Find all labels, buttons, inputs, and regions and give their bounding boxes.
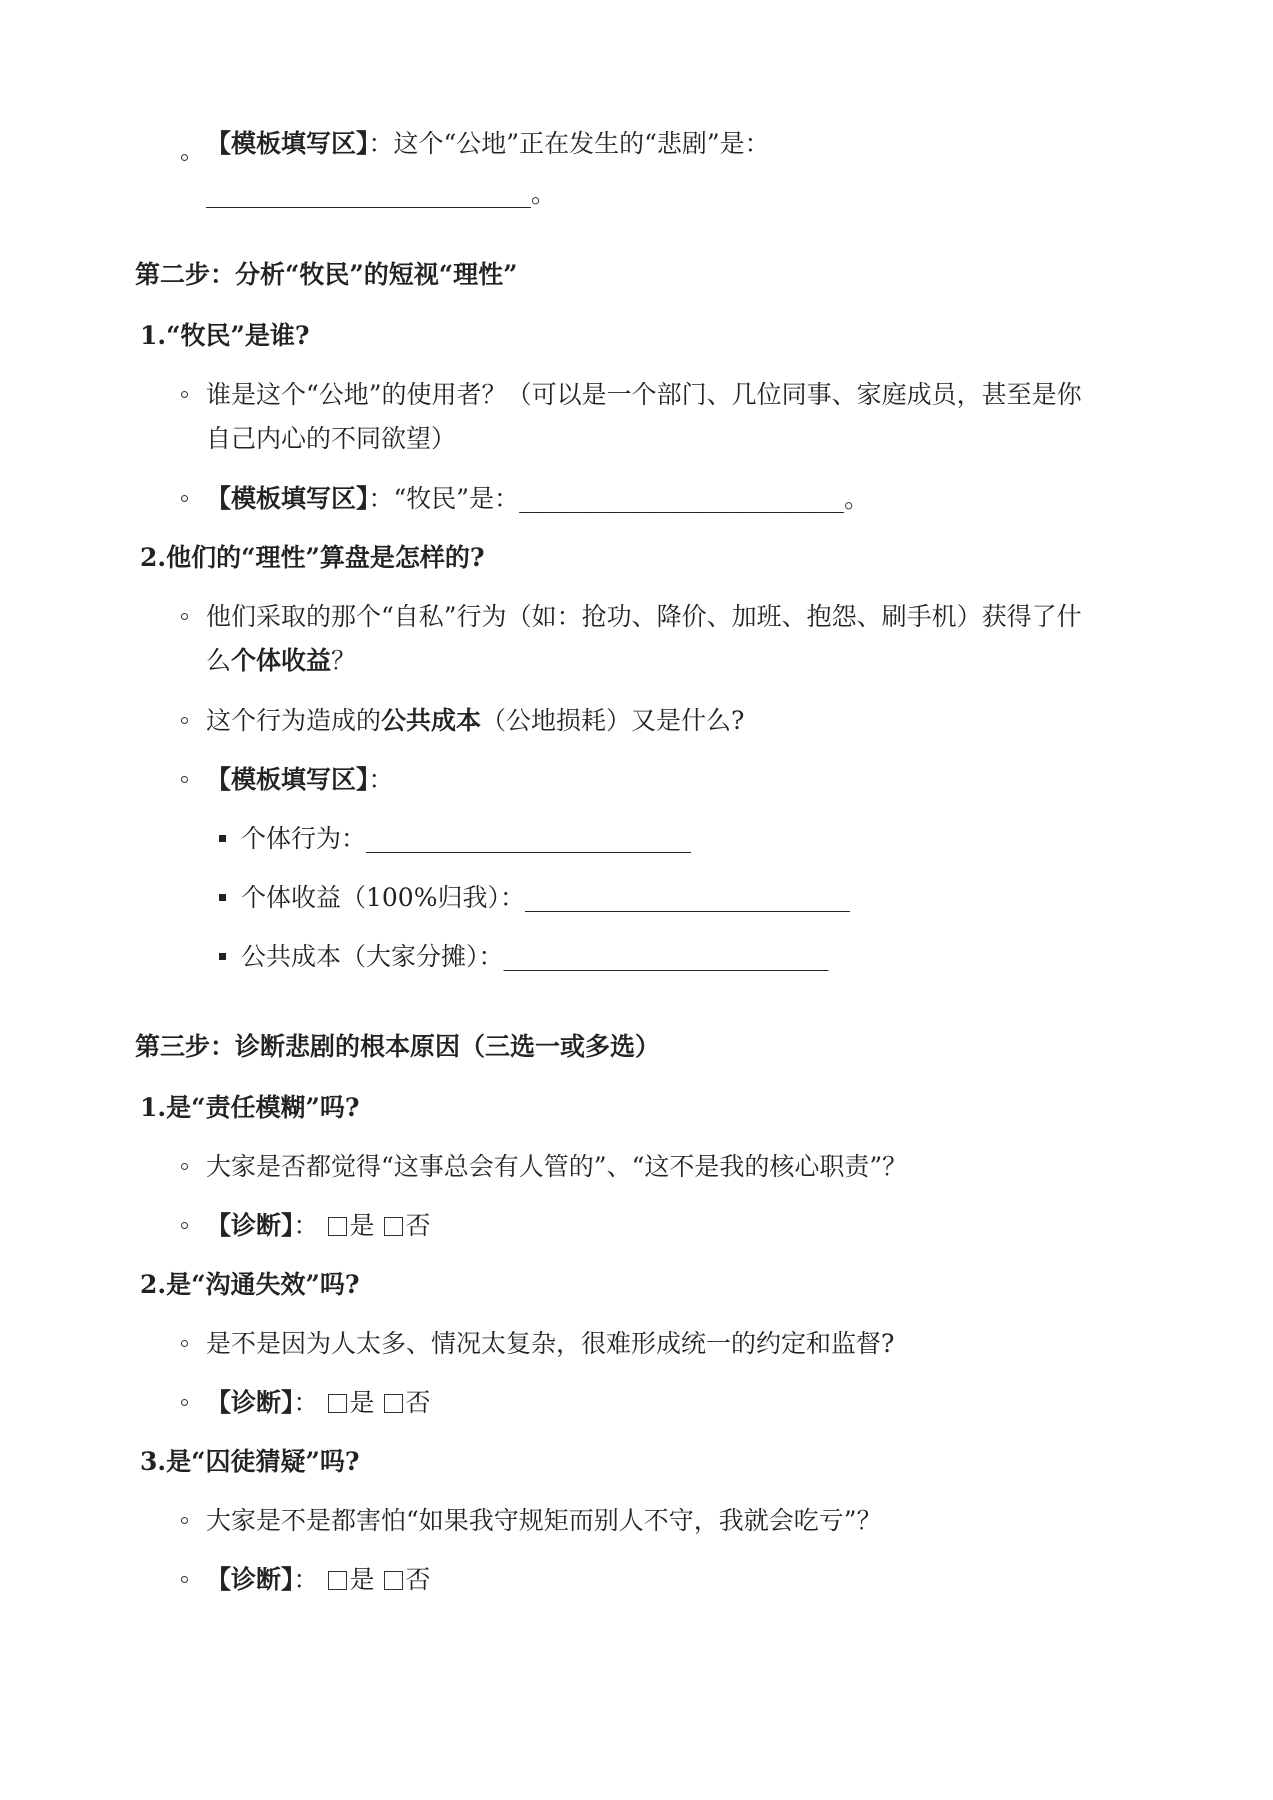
fill-text: ：这个“公地”正在发生的“悲剧”是：	[368, 129, 770, 158]
diagnosis-colon: ：	[293, 1211, 319, 1240]
step3-q1-title	[140, 1090, 360, 1126]
checkbox-no[interactable]	[384, 1217, 403, 1236]
text-bold: 个体收益	[231, 646, 332, 675]
fill-text: ：	[368, 765, 394, 794]
circle-bullet-icon	[181, 1399, 188, 1406]
checkbox-yes[interactable]	[328, 1571, 347, 1590]
option-yes-label: 是	[349, 1565, 375, 1594]
checkbox-yes[interactable]	[328, 1217, 347, 1236]
circle-bullet-icon	[181, 154, 188, 161]
q-title: “牧民”是谁?	[166, 321, 310, 350]
step2-q2-bullet1-line2	[206, 643, 356, 679]
step2-q1-bullet1-line2: 自己内心的不同欲望）	[206, 424, 457, 453]
step1-fill-line	[206, 126, 770, 162]
option-no-label: 否	[405, 1211, 431, 1240]
step2-q1-title	[140, 318, 310, 354]
q-title: 是“沟通失效”吗?	[166, 1270, 360, 1299]
text-suffix: ？	[331, 646, 357, 675]
fill-label: 【模板填写区】	[206, 129, 369, 158]
step2-q1-fill	[206, 481, 869, 517]
circle-bullet-icon	[181, 391, 188, 398]
circle-bullet-icon	[181, 1576, 188, 1583]
option-no-label: 否	[405, 1565, 431, 1594]
text-bold: 公共成本	[381, 706, 482, 735]
checkbox-no[interactable]	[384, 1571, 403, 1590]
text-suffix: （公地损耗）又是什么?	[481, 706, 745, 735]
step2-q2-bullet2	[206, 703, 744, 739]
step3-q3-title	[140, 1444, 360, 1480]
diagnosis-colon: ：	[293, 1565, 319, 1594]
checkbox-yes[interactable]	[328, 1394, 347, 1413]
diagnosis-colon: ：	[293, 1388, 319, 1417]
diagnosis-label: 【诊断】	[206, 1565, 294, 1594]
step2-heading: 第二步：分析“牧民”的短视“理性”	[135, 260, 518, 289]
option-no-label: 否	[405, 1388, 431, 1417]
fill-label: 【模板填写区】	[206, 765, 369, 794]
q-number: 3.	[140, 1447, 167, 1476]
fill-blank: __________________________。	[519, 484, 870, 513]
step3-q3-bullet: 大家是不是都害怕“如果我守规矩而别人不守，我就会吃亏”？	[206, 1506, 882, 1535]
q-title: 他们的“理性”算盘是怎样的?	[166, 543, 485, 572]
step2-q2-sub1: 个体行为：__________________________	[241, 824, 692, 853]
fill-text: ：“牧民”是：	[368, 484, 520, 513]
q-title: 是“责任模糊”吗?	[166, 1093, 360, 1122]
q-number: 2.	[140, 1270, 167, 1299]
text-prefix: 么	[206, 646, 232, 675]
circle-bullet-icon	[181, 1163, 188, 1170]
step2-q2-fill	[206, 762, 394, 798]
step1-fill-blank: __________________________。	[206, 179, 557, 208]
circle-bullet-icon	[181, 717, 188, 724]
text-prefix: 这个行为造成的	[206, 706, 382, 735]
fill-label: 【模板填写区】	[206, 484, 369, 513]
step3-q3-diagnosis	[206, 1562, 430, 1598]
step2-q2-sub3: 公共成本（大家分摊）：__________________________	[241, 942, 829, 971]
q-number: 1.	[140, 1093, 167, 1122]
diagnosis-label: 【诊断】	[206, 1211, 294, 1240]
option-yes-label: 是	[349, 1211, 375, 1240]
q-title: 是“囚徒猜疑”吗?	[166, 1447, 360, 1476]
step3-heading: 第三步：诊断悲剧的根本原因（三选一或多选）	[135, 1032, 661, 1061]
step3-q2-diagnosis	[206, 1385, 430, 1421]
circle-bullet-icon	[181, 776, 188, 783]
q-number: 1.	[140, 321, 167, 350]
step3-q2-bullet: 是不是因为人太多、情况太复杂，很难形成统一的约定和监督?	[206, 1329, 895, 1358]
checkbox-no[interactable]	[384, 1394, 403, 1413]
square-bullet-icon	[219, 953, 226, 960]
diagnosis-label: 【诊断】	[206, 1388, 294, 1417]
circle-bullet-icon	[181, 1517, 188, 1524]
q-number: 2.	[140, 543, 167, 572]
step2-q2-sub2: 个体收益（100%归我）：__________________________	[241, 883, 850, 912]
step3-q1-diagnosis	[206, 1208, 430, 1244]
circle-bullet-icon	[181, 613, 188, 620]
circle-bullet-icon	[181, 1222, 188, 1229]
step2-q2-title	[140, 540, 485, 576]
square-bullet-icon	[219, 894, 226, 901]
option-yes-label: 是	[349, 1388, 375, 1417]
step2-q2-bullet1-line1: 他们采取的那个“自私”行为（如：抢功、降价、加班、抱怨、刷手机）获得了什	[206, 602, 1082, 631]
step3-q1-bullet: 大家是否都觉得“这事总会有人管的”、“这不是我的核心职责”？	[206, 1152, 908, 1181]
circle-bullet-icon	[181, 1340, 188, 1347]
circle-bullet-icon	[181, 495, 188, 502]
step2-q1-bullet1-line1: 谁是这个“公地”的使用者？（可以是一个部门、几位同事、家庭成员，甚至是你	[206, 380, 1082, 409]
step3-q2-title	[140, 1267, 360, 1303]
square-bullet-icon	[219, 835, 226, 842]
